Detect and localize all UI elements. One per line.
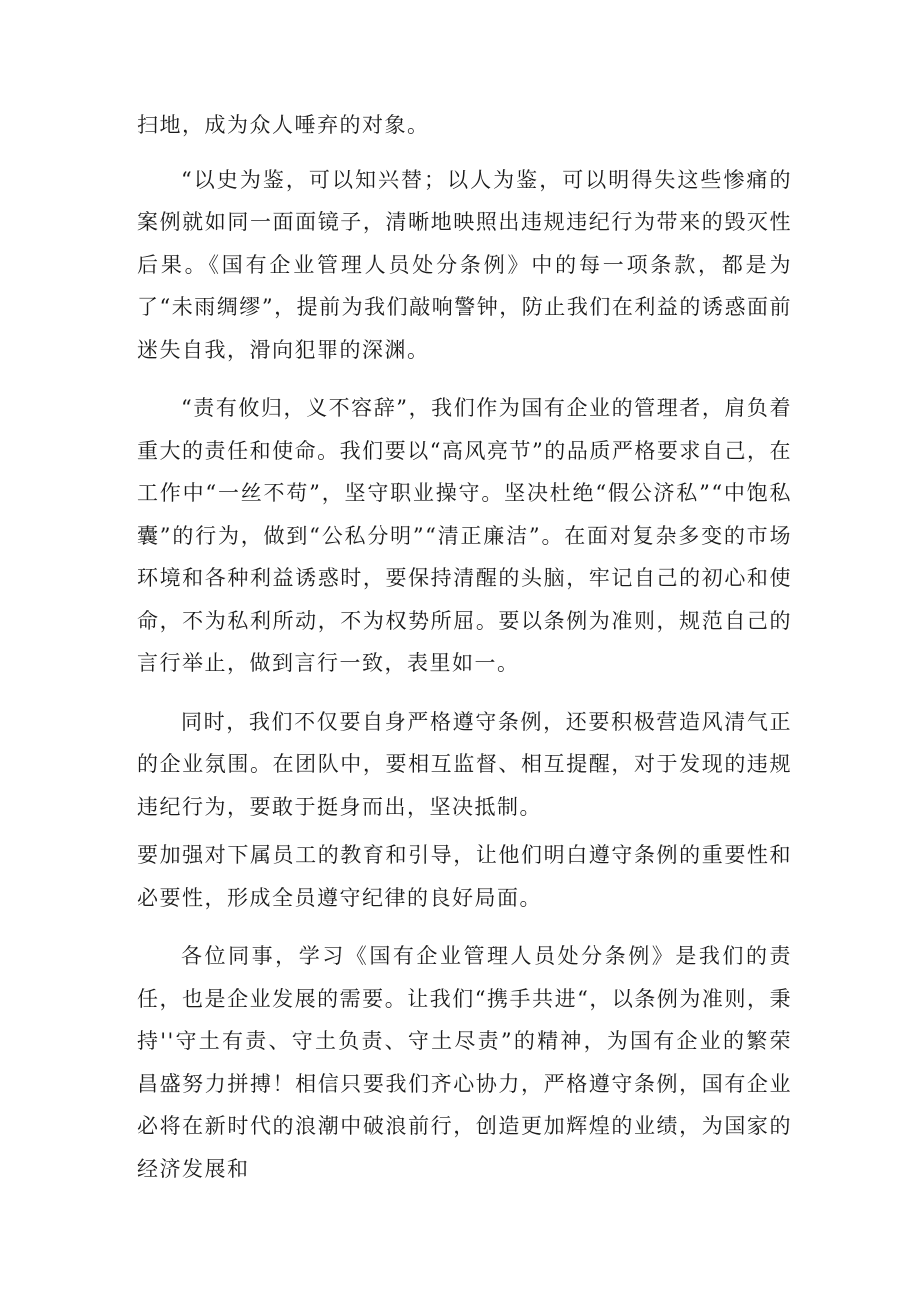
paragraph-3: “责有攸归，义不容辞”，我们作为国有企业的管理者，肩负着重大的责任和使命。我们要以“高风亮节”的品质严格要求自己，在工作中“一丝不苟”，坚守职业操守。坚决杜绝“假公济私”“中饱私囊”的行为，做到“公私分明”“清正廉洁”。在面对复杂多变的市场环境和各种利益诱惑时，要保持清醒的头脑，牢记自己的初心和使命，不为私利所动，不为权势所屈。要以条例为准则，规范自己的言行举止，做到言行一致，表里如一。 xyxy=(137,396,792,675)
paragraph-6: 各位同事，学习《国有企业管理人员处分条例》是我们的责任，也是企业发展的需要。让我们“携手共进“，以条例为准则，秉持''守土有责、守土负责、守土尽责”的精神，为国有企业的繁荣昌盛努力拼搏！相信只要我们齐心协力，严格遵守条例，国有企业必将在新时代的浪潮中破浪前行，创造更加辉煌的业绩，为国家的经济发展和 xyxy=(137,944,792,1181)
paragraph-5: 要加强对下属员工的教育和引导，让他们明白遵守条例的重要性和必要性，形成全员遵守纪律的良好局面。 xyxy=(137,843,792,910)
paragraph-4: 同时，我们不仅要自身严格遵守条例，还要积极营造风清气正的企业氛围。在团队中，要相互监督、相互提醒，对于发现的违规违纪行为，要敢于挺身而出，坚决抵制。 xyxy=(137,709,792,819)
paragraph-2: “以史为鉴，可以知兴替；以人为鉴，可以明得失这些惨痛的案例就如同一面面镜子，清晰地映照出违规违纪行为带来的毁灭性后果。《国有企业管理人员处分条例》中的每一项条款，都是为了“未雨绸缪”，提前为我们敲响警钟，防止我们在利益的诱惑面前迷失自我，滑向犯罪的深渊。 xyxy=(137,167,792,362)
paragraph-1: 扫地，成为众人唾弃的对象。 xyxy=(137,113,430,137)
